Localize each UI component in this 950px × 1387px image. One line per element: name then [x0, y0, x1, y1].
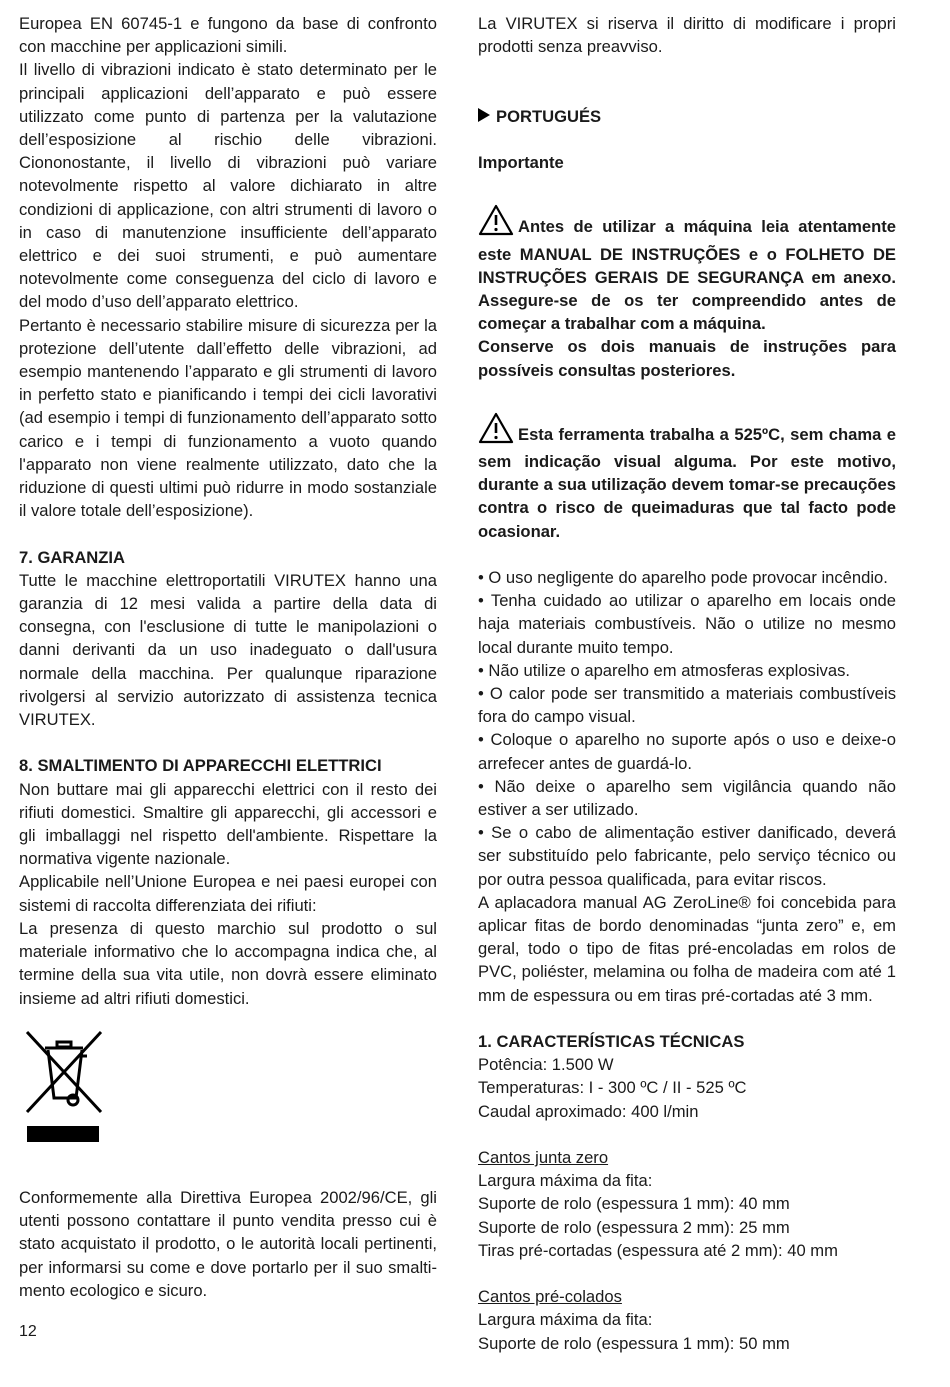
warranty-heading: 7. GARANZIA: [19, 547, 126, 567]
warning-triangle-icon: [478, 204, 514, 242]
vibration-paragraph-2: Il livello di vibrazioni indicato è stato determinato per le principali applicazioni dell’apparato e può essere utilizzato come punto di partenza per la valutazione dell’esposizione al rischio delle vibrazioni. Ciononostante, il livello di vibrazioni può variare notevolmente rispetto al valore dichiarato in altre condizioni di applicazione, con altri strumenti di lavoro o in caso di manutenzione insufficiente dell’apparato elettrico e dei suoi strumenti, e può aumentare notevolmente come conseguenza del ciclo di lavoro e del modo d’uso dell’apparato elettrico.: [19, 60, 437, 312]
left-column: [19, 12, 437, 1302]
triangle-right-icon: [478, 105, 490, 128]
spec-airflow: Caudal aproximado: 400 l/min: [478, 1101, 699, 1121]
junta-zero-line: Suporte de rolo (espessura 2 mm): 25 mm: [478, 1217, 790, 1237]
virutex-note: La VIRUTEX si riserva il diritto di modificare i propri prodotti senza preavviso.: [478, 14, 896, 57]
list-item: • Coloque o aparelho no suporte após o uso e deixe-o arrefecer antes de guardá-lo.: [478, 730, 896, 773]
junta-zero-line: Suporte de rolo (espessura 1 mm): 40 mm: [478, 1194, 790, 1214]
technical-specs-heading: 1. CARACTERÍSTICAS TÉCNICAS: [478, 1032, 745, 1052]
safety-bullet-list: [478, 566, 896, 891]
disposal-heading: 8. SMALTIMENTO DI APPARECCHI ELETTRICI: [19, 756, 382, 776]
warning-block-1-conserve: Conserve os dois manuais de instruções para possíveis consultas posteriores.: [478, 337, 896, 380]
list-item: • Tenha cuidado ao utilizar o aparelho em locais onde haja materiais combustíveis. Não o utilize no mesmo local durante muito tempo.: [478, 591, 896, 657]
junta-zero-line: Tiras pré-cortadas (espessura até 2 mm): 40 mm: [478, 1240, 838, 1260]
disposal-text-3: La presenza di questo marchio sul prodotto o sul materiale informativo che lo accompagna indica che, al termine della sua vita utile, non dovrà essere eliminato insieme ad altri rifiuti domestici.: [19, 918, 437, 1008]
portugues-heading-label: PORTUGUÉS: [496, 106, 602, 126]
weee-bar: [27, 1126, 99, 1142]
pre-colados-line: Largura máxima da fita:: [478, 1310, 653, 1330]
warning-block-1: Antes de utilizar a máquina leia atentamente este MANUAL DE INSTRUÇÕES e o FOLHETO DE INSTRUÇÕES GERAIS DE SEGURANÇA em anexo. Assegure-se de os ter compreendido antes de começar a trabalhar com a máquina.: [478, 204, 896, 335]
spec-temperatures: Temperaturas: I - 300 ºC / II - 525 ºC: [478, 1078, 747, 1098]
importante-label: Importante: [478, 153, 564, 173]
list-item: • Não deixe o aparelho sem vigilância quando não estiver a ser utilizado.: [478, 776, 896, 820]
pre-colados-line: Suporte de rolo (espessura 1 mm): 50 mm: [478, 1333, 790, 1353]
crossed-out-wheelie-bin-icon: [21, 1028, 437, 1142]
right-column: [478, 12, 896, 1355]
disposal-text-1: Non buttare mai gli apparecchi elettrici con il resto dei rifiuti domestici. Smaltire gli apparecchi, gli accessori e gli imballaggi nel rispetto dell'ambiente. Rispettare la normativa vigente nazionale.: [19, 779, 437, 869]
pre-colados-subheading: Cantos pré-colados: [478, 1287, 622, 1307]
warning-block-2: Esta ferramenta trabalha a 525ºC, sem chama e sem indicação visual alguma. Por este motivo, durante a sua utilização devem tomar-se precauções contra o risco de queimaduras que tal facto pode ocasionar.: [478, 412, 896, 543]
portugues-heading: [478, 105, 896, 128]
product-intro: A aplacadora manual AG ZeroLine® foi concebida para aplicar fitas de bordo denominadas “junta zero” e, em geral, todo o tipo de fitas pré-encoladas em rolos de PVC, poliéster, melamina ou folha de madeira com até 1 mm de espessura ou em tiras pré-cortadas até 3 mm.: [478, 892, 896, 1005]
page-number: 12: [19, 1323, 37, 1340]
warranty-text: Tutte le macchine elettroportatili VIRUTEX hanno una garanzia di 12 mesi valida a partire della data di consegna, con l'esclusione di tutte le manipolazioni o danni derivanti da un uso inadeguato o dall'usura normale della macchina. Per qualunque riparazione rivolgersi al servizio autorizzato di assistenza tecnica VIRUTEX.: [19, 570, 437, 730]
list-item: • O calor pode ser transmitido a materiais combustíveis fora do campo visual.: [478, 684, 896, 727]
disposal-text-2: Applicabile nell’Unione Europea e nei paesi europei con sistemi di raccolta differenziata dei rifiuti:: [19, 872, 437, 915]
junta-zero-line: Largura máxima da fita:: [478, 1171, 653, 1191]
list-item: • O uso negligente do aparelho pode provocar incêndio.: [478, 568, 888, 588]
junta-zero-subheading: Cantos junta zero: [478, 1148, 609, 1168]
vibration-paragraph-3: Pertanto è necessario stabilire misure di sicurezza per la protezione dell’utente dall’effetto delle vibrazioni, ad esempio mantenendo l’apparato e gli strumenti di lavoro in perfetto stato e pianificando i tempi dei cicli lavorativi (ad esempio i tempi di funzionamento dell’apparato sotto carico e i tempi di funzionamento a vuoto quando l'apparato non viene realmente utilizzato, dato che la riduzione di questi ultimi può ridurre in modo sostanziale il valore totale dell’esposizione).: [19, 315, 437, 521]
disposal-text-4: Conformemente alla Direttiva Europea 2002/96/CE, gli utenti possono contattare il punto vendita presso cui è stato acquistato il prodotto, o le autorità locali pertinenti, per informarsi su come e dove portarlo per il suo smalti-mento ecologico e sicuro.: [19, 1187, 437, 1300]
list-item: • Se o cabo de alimentação estiver danificado, deverá ser substituído pelo fabricante, pelo serviço técnico ou por outra pessoa qualificada, para evitar riscos.: [478, 823, 896, 889]
vibration-paragraph-1: Europea EN 60745-1 e fungono da base di confronto con macchine per applicazioni simili.: [19, 14, 437, 57]
list-item: • Não utilize o aparelho em atmosferas explosivas.: [478, 660, 850, 680]
spec-power: Potência: 1.500 W: [478, 1055, 614, 1075]
warning-triangle-icon: [478, 412, 514, 450]
